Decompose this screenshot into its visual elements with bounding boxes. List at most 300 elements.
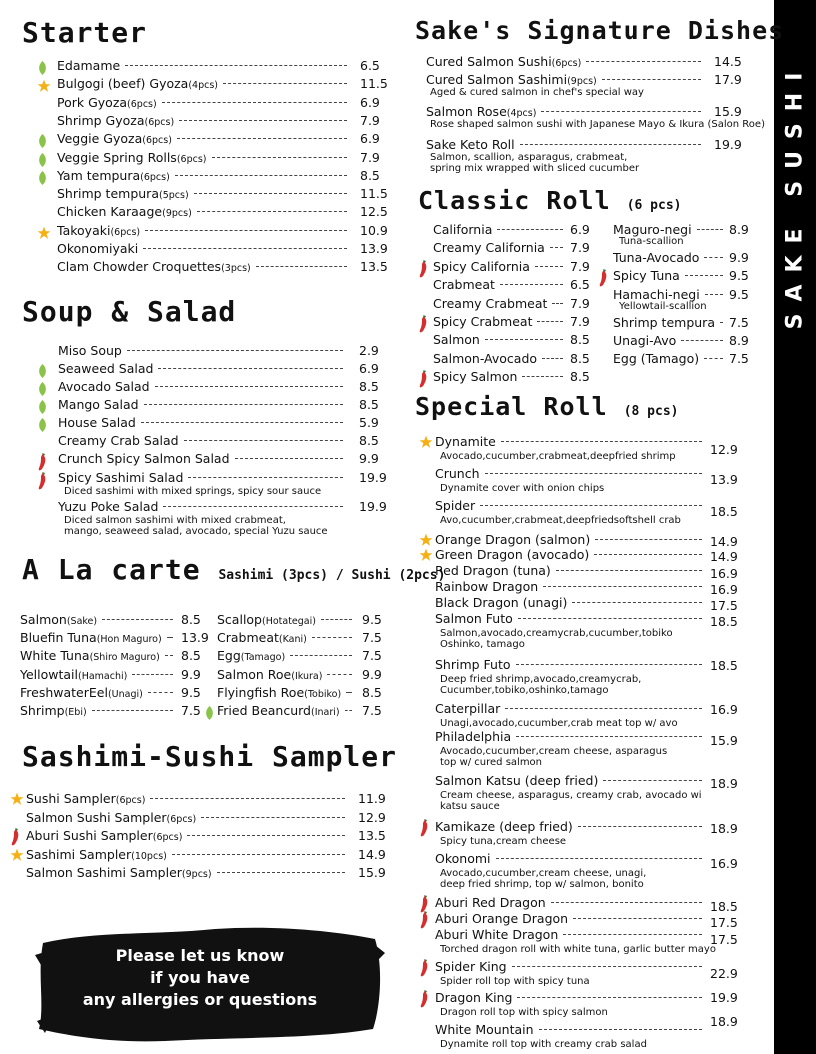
- item-price: 17.5: [710, 915, 738, 930]
- sampler-item: [26, 847, 350, 862]
- alacarte-item: [217, 648, 357, 663]
- item-price: 8.5: [362, 684, 382, 700]
- leader-dashes: [127, 350, 343, 351]
- item-name: [435, 911, 568, 926]
- item-price: 17.9: [714, 72, 742, 87]
- item-description: Dynamite cover with onion chips: [440, 483, 605, 494]
- item-price: 13.9: [360, 241, 388, 256]
- item-description: mango, seaweed salad, avocado, special Yuzu sauce: [64, 526, 328, 537]
- item-name: [26, 810, 196, 825]
- item-price: 14.9: [358, 846, 386, 862]
- item-price: 18.9: [710, 821, 738, 836]
- item-title: Spicy Crabmeat: [433, 314, 533, 329]
- item-title: Sake Keto Roll: [426, 137, 515, 152]
- leader-dashes: [500, 284, 563, 285]
- leader-dashes: [501, 441, 702, 442]
- special-roll-item: [435, 611, 707, 626]
- item-title: Yam tempura: [57, 167, 141, 183]
- special-roll-item: [435, 819, 707, 834]
- item-name: [58, 379, 150, 394]
- item-name: [435, 595, 567, 610]
- item-price: 9.9: [362, 666, 382, 682]
- item-title: Salmon-Avocado: [433, 350, 538, 366]
- item-title: Cured Salmon Sashimi: [426, 72, 568, 87]
- alacarte-item: [217, 630, 357, 645]
- item-portion: (6pcs): [140, 171, 170, 183]
- item-price: 8.5: [360, 167, 380, 183]
- item-name: [58, 343, 122, 358]
- soup-salad-item: [58, 361, 348, 376]
- soup-salad-item: [58, 433, 348, 448]
- leader-dashes: [697, 229, 723, 230]
- leader-dashes: [179, 120, 347, 121]
- item-price: 16.9: [710, 856, 738, 871]
- item-description: Salmon, scallion, asparagus, crabmeat,: [430, 152, 628, 163]
- star-icon: [419, 434, 433, 453]
- special-roll-item: [435, 579, 707, 594]
- item-title: Dynamite: [435, 434, 496, 449]
- item-description: Avocado,cucumber,cream cheese, asparagus: [440, 746, 668, 757]
- starter-item: [57, 131, 352, 146]
- leader-dashes: [539, 1029, 702, 1030]
- item-price: 19.9: [359, 499, 387, 514]
- leader-dashes: [704, 257, 723, 258]
- item-portion: (Kani): [278, 634, 307, 646]
- item-price: 9.5: [362, 612, 382, 627]
- item-name: [57, 168, 170, 183]
- item-price: 19.9: [710, 990, 738, 1005]
- item-description: Diced salmon sashimi with mixed crabmeat,: [64, 515, 286, 526]
- item-description: Diced sashimi with mixed springs, spicy sour sauce: [64, 486, 322, 497]
- item-price: 16.9: [710, 702, 738, 717]
- leader-dashes: [235, 458, 343, 459]
- item-portion: (Shiro Maguro): [89, 652, 160, 664]
- item-title: Spicy California: [433, 258, 530, 274]
- item-name: [20, 667, 127, 682]
- item-price: 16.9: [710, 582, 738, 597]
- classic-roll-item: [433, 222, 568, 237]
- item-title: Tuna-Avocado: [613, 250, 700, 265]
- item-price: 7.5: [181, 703, 201, 718]
- item-title: Shrimp: [20, 703, 65, 718]
- item-portion: (6pcs): [176, 153, 207, 165]
- chili-icon: [419, 911, 429, 933]
- item-price: 17.5: [710, 598, 738, 613]
- item-name: [57, 150, 207, 165]
- star-icon: [10, 791, 24, 810]
- alacarte-item: [217, 612, 357, 627]
- item-price: 17.5: [710, 932, 738, 947]
- sampler-title: Sashimi-Sushi Sampler: [22, 740, 398, 773]
- item-price: 8.5: [359, 433, 379, 448]
- item-name: [217, 612, 316, 627]
- leader-dashes: [720, 322, 723, 323]
- item-portion: (6pcs): [152, 832, 183, 843]
- item-price: 14.9: [710, 549, 738, 564]
- item-description: Yellowtail-scallion: [619, 301, 707, 312]
- starter-item: [57, 76, 352, 91]
- item-name: [217, 685, 341, 700]
- soup-salad-item: [58, 470, 348, 485]
- item-price: 6.9: [359, 361, 379, 376]
- special-roll-item: [435, 990, 707, 1005]
- signature-item: [426, 137, 706, 152]
- special-roll-item: [435, 532, 707, 547]
- leaf-icon: [37, 399, 48, 418]
- classic-roll-item: [433, 259, 568, 274]
- item-title: Crabmeat: [217, 630, 279, 646]
- item-description: Salmon,avocado,creamycrab,cucumber,tobiko: [440, 628, 673, 639]
- leader-dashes: [497, 229, 563, 230]
- item-title: White Mountain: [435, 1022, 534, 1037]
- item-title: Aburi Orange Dragon: [435, 911, 569, 926]
- leader-dashes: [346, 692, 352, 693]
- item-price: 14.5: [714, 54, 742, 69]
- item-price: 9.5: [181, 684, 201, 700]
- leader-dashes: [212, 157, 348, 158]
- special-roll-item: [435, 1022, 707, 1037]
- leader-dashes: [143, 248, 347, 249]
- item-title: Salmon Sashimi Sampler: [26, 865, 182, 880]
- signature-title: Sake's Signature Dishes: [415, 16, 785, 45]
- leaf-icon: [37, 133, 48, 152]
- leader-dashes: [144, 404, 343, 405]
- classic-roll-item: [433, 277, 568, 292]
- signature-item: [426, 104, 706, 119]
- item-name: [217, 667, 322, 682]
- alacarte-item: [20, 648, 178, 663]
- item-name: [426, 104, 536, 119]
- item-title: Aburi Red Dragon: [435, 895, 546, 910]
- alacarte-item: [20, 667, 178, 682]
- alacarte-title: A La carte: [22, 553, 201, 586]
- item-name: [435, 611, 513, 626]
- item-price: 8.5: [359, 397, 379, 412]
- allergy-line-2: if you have: [150, 968, 250, 987]
- chili-icon: [419, 819, 429, 841]
- leader-dashes: [594, 554, 702, 555]
- leader-dashes: [194, 193, 347, 194]
- item-name: [613, 268, 680, 283]
- special-roll-item: [435, 657, 707, 672]
- leader-dashes: [150, 798, 345, 799]
- star-icon: [10, 847, 24, 866]
- item-portion: (Unagi): [107, 688, 143, 700]
- item-description: Aged & cured salmon in chef's special way: [430, 87, 644, 98]
- item-title: Shrimp Futo: [435, 657, 511, 672]
- leader-dashes: [543, 586, 702, 587]
- item-title: Yuzu Poke Salad: [58, 499, 159, 514]
- item-title: Salmon Roe: [217, 666, 292, 682]
- leader-dashes: [572, 602, 702, 603]
- leader-dashes: [551, 902, 702, 903]
- item-name: [613, 333, 676, 348]
- item-title: Egg: [217, 648, 241, 664]
- item-name: [26, 791, 145, 806]
- leader-dashes: [485, 473, 702, 474]
- classic-roll-item: [613, 351, 728, 366]
- chili-icon: [419, 990, 429, 1012]
- item-price: 15.9: [358, 865, 386, 880]
- item-description: Avocado,cucumber,cream cheese, unagi,: [440, 868, 647, 879]
- special-roll-item: [435, 595, 707, 610]
- item-title: Salmon Katsu (deep fried): [435, 773, 599, 788]
- leader-dashes: [704, 358, 723, 359]
- item-portion: (9pcs): [181, 869, 212, 880]
- item-name: [57, 186, 189, 201]
- leader-dashes: [321, 619, 352, 620]
- item-price: 12.9: [710, 442, 738, 457]
- leader-dashes: [573, 918, 702, 919]
- leader-dashes: [177, 138, 347, 139]
- item-portion: (Ikura): [291, 670, 323, 682]
- leader-dashes: [537, 321, 563, 322]
- item-name: [435, 701, 500, 716]
- leader-dashes: [485, 339, 563, 340]
- leader-dashes: [685, 275, 723, 276]
- item-portion: (Tobiko): [304, 688, 342, 700]
- item-price: 11.5: [360, 186, 388, 202]
- item-description: spring mix wrapped with sliced cucumber: [430, 163, 640, 174]
- item-portion: (6pcs): [115, 795, 146, 806]
- item-price: 9.9: [359, 451, 379, 466]
- item-title: Spicy Tuna: [613, 268, 680, 283]
- soup-salad-item: [58, 397, 348, 412]
- item-name: [57, 131, 172, 146]
- item-title: Salmon Sushi Sampler: [26, 809, 167, 825]
- item-name: [57, 95, 157, 110]
- item-price: 6.9: [360, 131, 380, 147]
- item-title: Salmon: [20, 612, 67, 627]
- item-name: [426, 137, 515, 152]
- item-price: 16.9: [710, 566, 738, 581]
- item-name: [26, 828, 182, 843]
- special-roll-item: [435, 851, 707, 866]
- leader-dashes: [505, 708, 702, 709]
- item-title: Clam Chowder Croquettes: [57, 259, 222, 275]
- item-title: White Tuna: [20, 648, 90, 664]
- classic-roll-item: [613, 287, 728, 302]
- item-title: Shrimp tempura: [57, 186, 159, 202]
- item-description: Spider roll top with spicy tuna: [440, 976, 590, 987]
- item-name: [20, 630, 162, 645]
- classic-roll-item: [613, 268, 728, 283]
- item-price: 9.9: [729, 250, 749, 265]
- leader-dashes: [188, 477, 343, 478]
- item-price: 6.5: [360, 58, 380, 73]
- leader-dashes: [163, 506, 343, 507]
- leader-dashes: [595, 539, 702, 540]
- item-title: Unagi-Avo: [613, 333, 677, 348]
- item-title: Spider King: [435, 959, 507, 974]
- leader-dashes: [197, 211, 347, 212]
- leader-dashes: [201, 817, 345, 818]
- starter-item: [57, 204, 352, 219]
- item-title: Maguro-negi: [613, 222, 692, 237]
- item-name: [26, 847, 167, 862]
- item-description: Cream cheese, asparagus, creamy crab, avocado wi: [440, 790, 702, 801]
- item-name: [426, 72, 597, 87]
- leaf-icon: [204, 705, 215, 724]
- alacarte-item: [217, 685, 357, 700]
- leader-dashes: [563, 934, 702, 935]
- alacarte-item: [20, 630, 178, 645]
- item-description: Torched dragon roll with white tuna, garlic butter mayo: [440, 944, 716, 955]
- special-roll-item: [435, 466, 707, 481]
- special-roll-item: [435, 434, 707, 449]
- item-title: Avocado Salad: [58, 379, 150, 394]
- special-roll-item: [435, 498, 707, 513]
- item-price: 8.5: [359, 379, 379, 394]
- leader-dashes: [132, 674, 173, 675]
- starter-item: [57, 58, 352, 73]
- item-price: 7.5: [729, 351, 749, 366]
- leader-dashes: [290, 655, 352, 656]
- item-name: [435, 927, 558, 942]
- item-name: [613, 315, 715, 330]
- item-portion: (Inari): [311, 707, 340, 718]
- item-price: 8.5: [570, 332, 590, 348]
- item-title: Bulgogi (beef) Gyoza: [57, 76, 189, 92]
- leader-dashes: [217, 872, 345, 873]
- item-name: [57, 76, 218, 91]
- leader-dashes: [172, 854, 345, 855]
- leader-dashes: [578, 826, 702, 827]
- chili-icon: [418, 260, 428, 282]
- item-name: [57, 241, 138, 256]
- item-title: Salmon: [433, 332, 480, 348]
- item-price: 15.9: [710, 733, 738, 748]
- leader-dashes: [603, 780, 702, 781]
- sampler-item: [26, 810, 350, 825]
- item-title: Cured Salmon Sushi: [426, 54, 552, 69]
- leader-dashes: [518, 618, 702, 619]
- leader-dashes: [512, 966, 702, 967]
- item-portion: (Hon Maguro): [96, 634, 162, 646]
- item-title: Spicy Salmon: [433, 369, 518, 385]
- item-price: 12.9: [358, 809, 386, 825]
- item-title: Red Dragon (tuna): [435, 563, 551, 578]
- classic-roll-item: [613, 315, 728, 330]
- item-description: top w/ cured salmon: [440, 757, 543, 768]
- item-portion: (6pcs): [142, 135, 172, 147]
- alacarte-item: [20, 612, 178, 627]
- starter-title: Starter: [22, 16, 148, 49]
- starter-item: [57, 186, 352, 201]
- leader-dashes: [496, 858, 703, 859]
- item-title: Sushi Sampler: [26, 791, 116, 806]
- chili-icon: [37, 472, 47, 494]
- item-title: Seaweed Salad: [58, 361, 154, 376]
- leader-dashes: [542, 358, 563, 359]
- soup-salad-item: [58, 451, 348, 466]
- leaf-icon: [37, 417, 48, 436]
- item-name: [435, 990, 512, 1005]
- item-name: [435, 563, 551, 578]
- special-roll-item: [435, 563, 707, 578]
- item-name: [435, 819, 573, 834]
- classic-roll-item: [433, 314, 568, 329]
- item-name: [433, 240, 545, 255]
- item-title: Pork Gyoza: [57, 94, 128, 110]
- item-price: 22.9: [710, 966, 738, 981]
- item-name: [58, 470, 183, 485]
- item-price: 9.9: [181, 666, 201, 682]
- item-portion: (4pcs): [506, 108, 537, 119]
- chili-icon: [418, 315, 428, 337]
- item-title: Black Dragon (unagi): [435, 595, 568, 610]
- soup-salad-item: [58, 379, 348, 394]
- starter-item: [57, 241, 352, 256]
- item-title: Philadelphia: [435, 729, 512, 744]
- soup-salad-title: Soup & Salad: [22, 295, 237, 328]
- item-title: Sashimi Sampler: [26, 846, 132, 862]
- item-portion: (6pcs): [127, 98, 157, 110]
- item-price: 11.5: [360, 76, 388, 92]
- item-price: 18.9: [710, 776, 738, 791]
- item-name: [435, 729, 511, 744]
- item-name: [58, 451, 230, 466]
- leader-dashes: [345, 710, 352, 711]
- item-price: 7.5: [362, 703, 382, 718]
- leader-dashes: [516, 736, 702, 737]
- item-portion: (Ebi): [64, 707, 87, 718]
- item-portion: (Hamachi): [78, 670, 128, 682]
- item-name: [435, 895, 546, 910]
- item-name: [613, 222, 692, 237]
- item-title: Veggie Gyoza: [57, 131, 143, 147]
- item-name: [217, 648, 285, 663]
- item-title: Aburi White Dragon: [435, 927, 559, 942]
- item-name: [435, 532, 590, 547]
- item-name: [58, 397, 139, 412]
- item-title: Creamy Crab Salad: [58, 433, 179, 448]
- item-title: Takoyaki: [57, 222, 111, 238]
- item-name: [58, 361, 153, 376]
- item-price: 6.9: [360, 94, 380, 110]
- leader-dashes: [162, 102, 347, 103]
- leader-dashes: [167, 637, 173, 638]
- item-title: Yellowtail: [20, 666, 78, 682]
- leader-dashes: [92, 710, 173, 711]
- item-title: Crunch: [435, 466, 480, 481]
- special-roll-item: [435, 547, 707, 562]
- item-price: 18.5: [710, 658, 738, 673]
- item-price: 13.9: [710, 472, 738, 487]
- item-name: [435, 657, 511, 672]
- leader-dashes: [155, 386, 343, 387]
- special-roll-item: [435, 701, 707, 716]
- item-price: 5.9: [359, 415, 379, 430]
- item-name: [57, 223, 140, 238]
- item-name: [613, 351, 699, 366]
- item-portion: (6pcs): [144, 116, 175, 128]
- item-name: [435, 579, 538, 594]
- item-name: [58, 415, 136, 430]
- signature-item: [426, 72, 706, 87]
- item-name: [426, 54, 581, 69]
- leaf-icon: [37, 381, 48, 400]
- leader-dashes: [602, 79, 701, 80]
- item-name: [217, 703, 340, 718]
- starter-item: [57, 150, 352, 165]
- item-title: Okonomi: [435, 851, 491, 866]
- chili-icon: [419, 959, 429, 981]
- item-title: Orange Dragon (salmon): [435, 532, 591, 547]
- leaf-icon: [37, 152, 48, 171]
- leader-dashes: [102, 619, 173, 620]
- item-price: 12.5: [360, 204, 388, 220]
